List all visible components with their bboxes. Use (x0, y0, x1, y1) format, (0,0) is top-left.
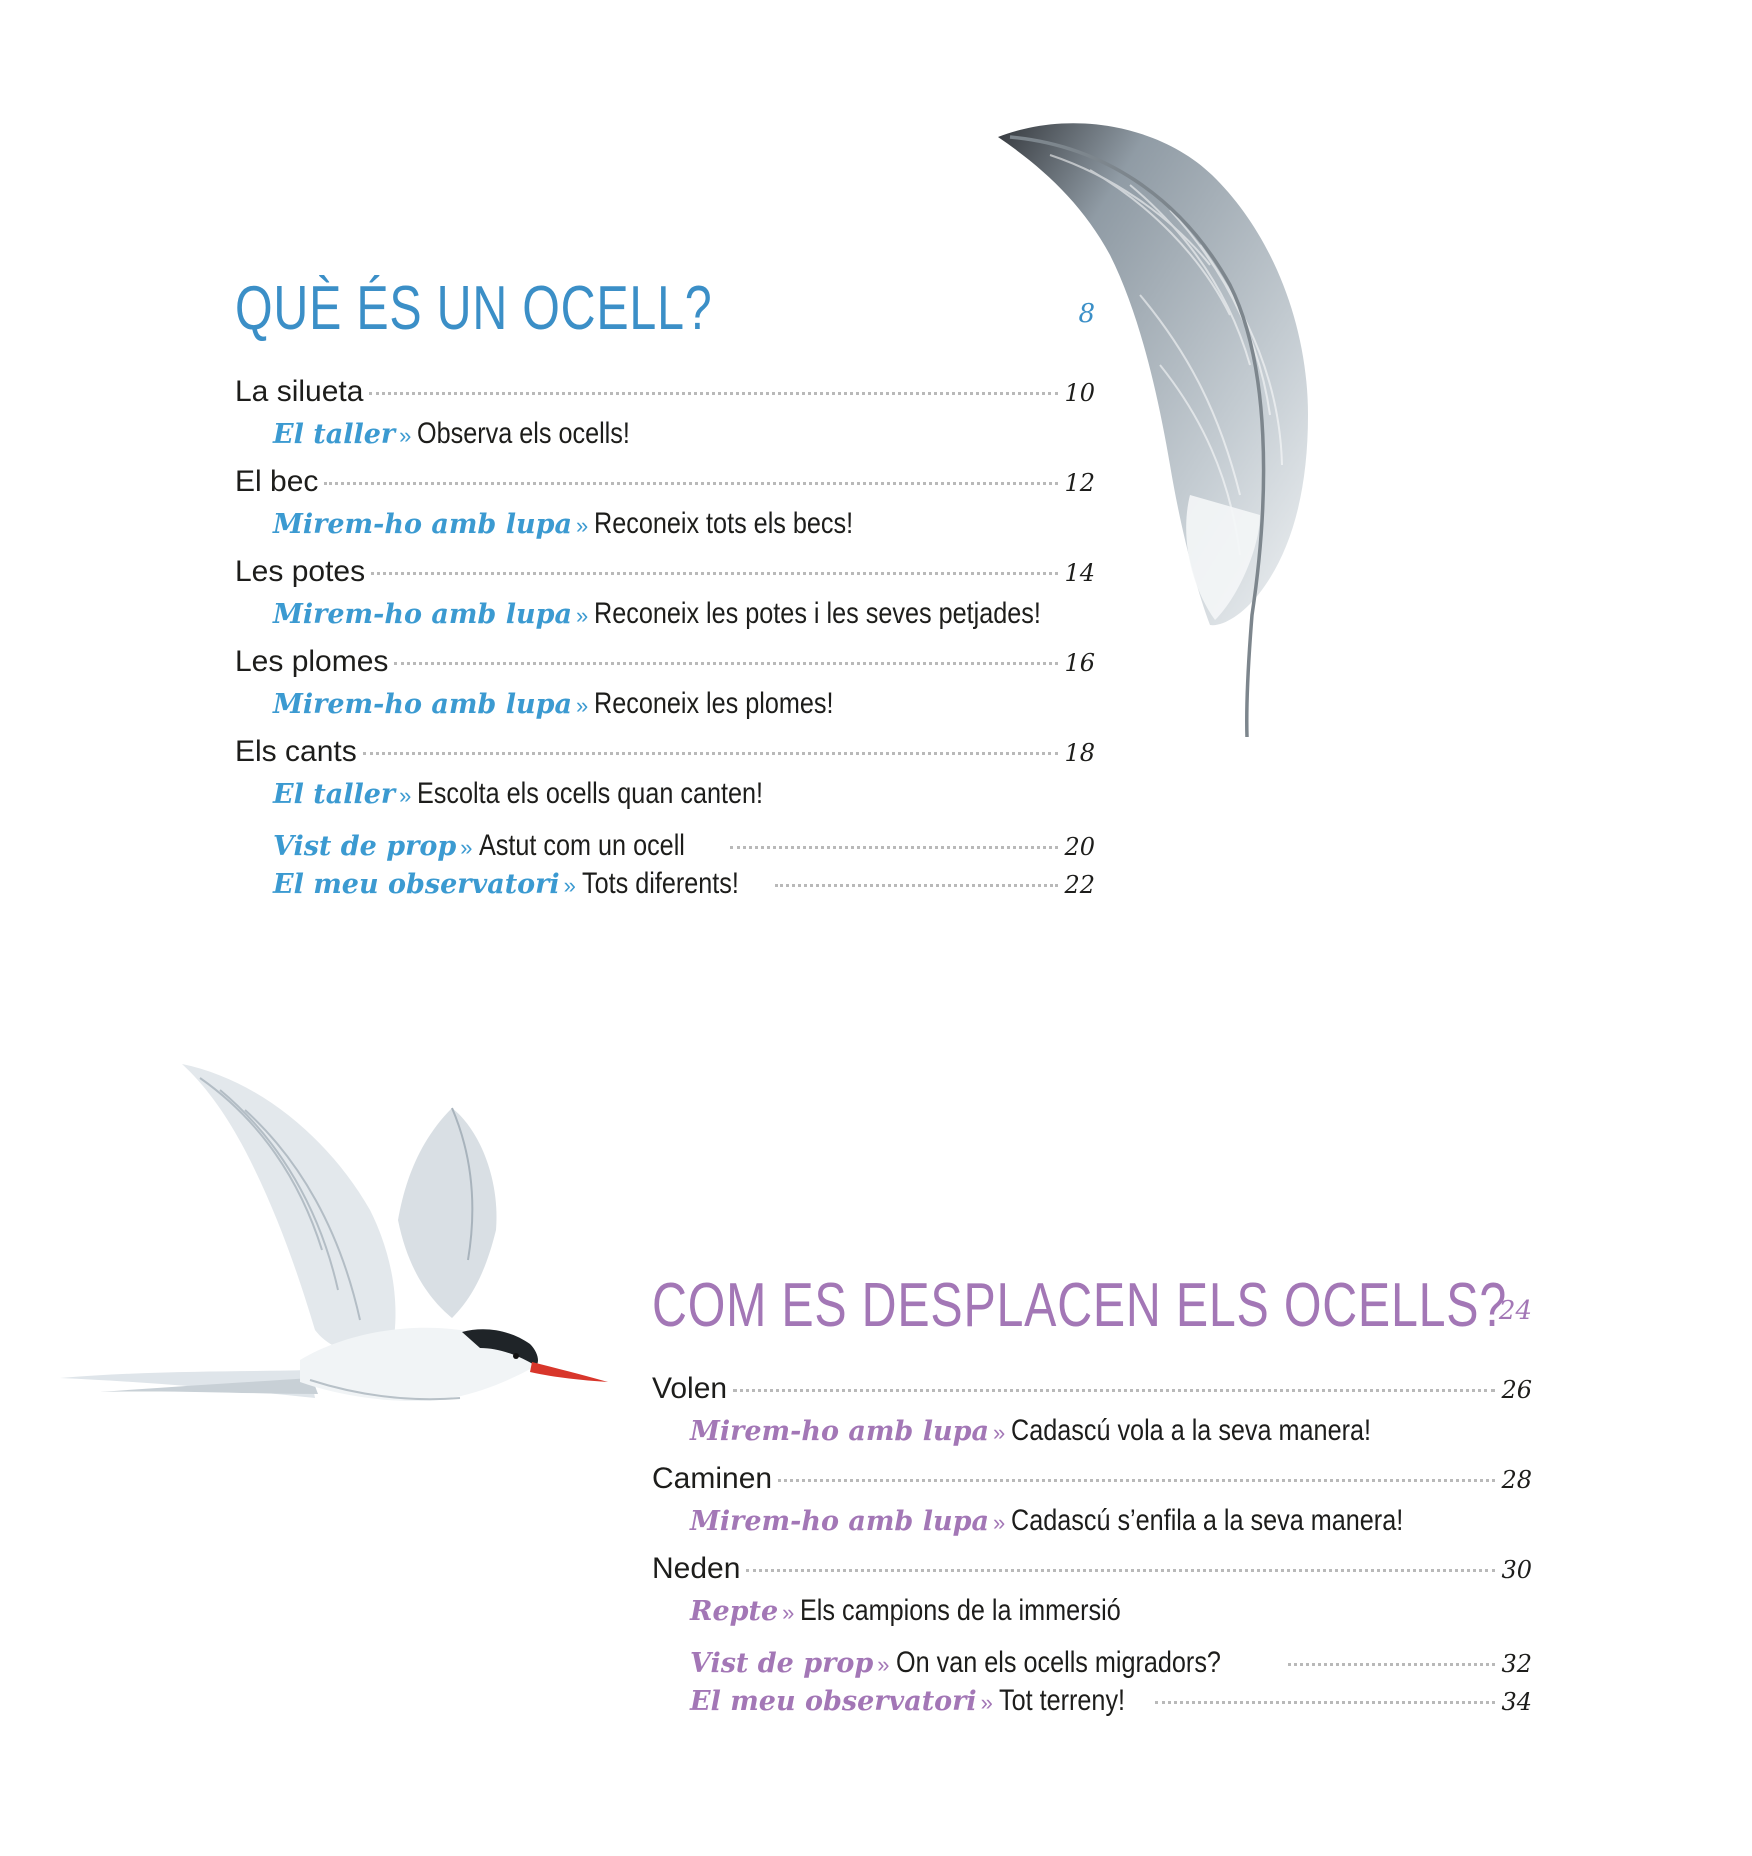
subentry-kind: Mirem-ho amb lupa (273, 599, 572, 630)
extra-page: 32 (1501, 1650, 1532, 1678)
toc-entry[interactable] (235, 555, 1095, 631)
extras-group (235, 829, 1095, 901)
dot-leader (775, 884, 1059, 887)
toc-section-1 (235, 265, 1095, 901)
toc-subentry[interactable] (235, 507, 1095, 541)
extra-kind: El meu observatori (273, 869, 560, 900)
subentry-text: Reconeix les potes i les seves petjades! (594, 597, 1042, 630)
double-chevron-icon: » (575, 513, 589, 538)
dot-leader (733, 1389, 1495, 1392)
subentry-kind: Mirem-ho amb lupa (273, 509, 572, 540)
subentry-kind: El taller (273, 419, 396, 450)
double-chevron-icon: » (399, 783, 412, 808)
extra-text: Astut com un ocell (478, 829, 685, 862)
toc-entry-label: La silueta (235, 375, 364, 408)
toc-entry-page: 10 (1064, 379, 1095, 407)
dot-leader (1155, 1701, 1495, 1704)
subentry-kind: Mirem-ho amb lupa (690, 1506, 989, 1537)
section-2-header (652, 1262, 1532, 1372)
toc-entry[interactable] (235, 735, 1095, 811)
subentry-text: Escolta els ocells quan canten! (417, 777, 764, 810)
extra-kind: El meu observatori (690, 1686, 977, 1717)
double-chevron-icon: » (980, 1690, 993, 1715)
extra-page: 22 (1064, 871, 1095, 899)
subentry-text: Els campions de la immersió (800, 1594, 1122, 1627)
toc-entry-page: 30 (1501, 1556, 1532, 1584)
extra-text: Tot terreny! (998, 1684, 1125, 1717)
subentry-kind: El taller (273, 779, 396, 810)
toc-subentry[interactable] (235, 597, 1095, 631)
toc-subentry[interactable] (235, 687, 1095, 721)
subentry-text: Reconeix les plomes! (594, 687, 834, 720)
dot-leader (778, 1479, 1495, 1482)
toc-entry-label: Caminen (652, 1462, 773, 1495)
toc-entry-page: 14 (1064, 559, 1095, 587)
double-chevron-icon: » (992, 1420, 1006, 1445)
double-chevron-icon: » (399, 423, 412, 448)
subentry-kind: Mirem-ho amb lupa (273, 689, 572, 720)
toc-entry-label: Les plomes (235, 645, 389, 678)
double-chevron-icon: » (563, 873, 576, 898)
toc-entry-label: Volen (652, 1372, 728, 1405)
toc-subentry[interactable] (652, 1594, 1532, 1628)
subentry-kind: Repte (690, 1596, 779, 1627)
toc-extra-entry[interactable] (652, 1684, 1532, 1718)
dot-leader (363, 752, 1059, 755)
toc-entry-label: Els cants (235, 735, 357, 768)
double-chevron-icon: » (575, 693, 589, 718)
toc-entry[interactable] (235, 375, 1095, 451)
toc-subentry[interactable] (235, 777, 1095, 811)
toc-entry[interactable] (235, 645, 1095, 721)
subentry-text: Observa els ocells! (417, 417, 631, 450)
section-2-page-number: 24 (1498, 1296, 1532, 1326)
toc-entry-label: Neden (652, 1552, 741, 1585)
dot-leader (371, 572, 1058, 575)
toc-entry-page: 26 (1501, 1376, 1532, 1404)
toc-entry[interactable] (235, 465, 1095, 541)
toc-subentry[interactable] (652, 1504, 1532, 1538)
double-chevron-icon: » (782, 1600, 795, 1625)
toc-entry-label: Les potes (235, 555, 366, 588)
extra-page: 20 (1064, 833, 1095, 861)
extra-text: Tots diferents! (581, 867, 739, 900)
toc-entry-page: 16 (1064, 649, 1095, 677)
extra-kind: Vist de prop (273, 831, 457, 862)
subentry-text: Cadascú vola a la seva manera! (1011, 1414, 1372, 1447)
double-chevron-icon: » (877, 1652, 890, 1677)
toc-entry-page: 12 (1064, 469, 1095, 497)
dot-leader (746, 1569, 1495, 1572)
extra-page: 34 (1501, 1688, 1532, 1716)
toc-entry-page: 28 (1501, 1466, 1532, 1494)
subentry-text: Reconeix tots els becs! (594, 507, 854, 540)
toc-extra-entry[interactable] (235, 829, 1095, 863)
toc-entry[interactable] (652, 1372, 1532, 1448)
double-chevron-icon: » (992, 1510, 1006, 1535)
tern-bird-illustration (60, 1060, 620, 1480)
double-chevron-icon: » (460, 835, 473, 860)
extra-kind: Vist de prop (690, 1648, 874, 1679)
dot-leader (730, 846, 1059, 849)
toc-entry-page: 18 (1064, 739, 1095, 767)
toc-entry[interactable] (652, 1552, 1532, 1628)
toc-entry[interactable] (652, 1462, 1532, 1538)
toc-extra-entry[interactable] (235, 867, 1095, 901)
section-1-header (235, 265, 1095, 375)
toc-section-2 (652, 1262, 1532, 1718)
section-2-title: COM ES DESPLACEN ELS OCELLS? (652, 1271, 1508, 1340)
toc-subentry[interactable] (652, 1414, 1532, 1448)
dot-leader (394, 662, 1058, 665)
dot-leader (324, 482, 1058, 485)
toc-subentry[interactable] (235, 417, 1095, 451)
section-1-title: QUÈ ÉS UN OCELL? (235, 274, 713, 343)
double-chevron-icon: » (575, 603, 589, 628)
extras-group (652, 1646, 1532, 1718)
dot-leader (369, 392, 1058, 395)
dot-leader (1288, 1663, 1495, 1666)
extra-text: On van els ocells migradors? (895, 1646, 1221, 1679)
subentry-text: Cadascú s’enfila a la seva manera! (1011, 1504, 1404, 1537)
subentry-kind: Mirem-ho amb lupa (690, 1416, 989, 1447)
toc-extra-entry[interactable] (652, 1646, 1532, 1680)
section-1-page-number: 8 (1078, 299, 1095, 329)
toc-entry-label: El bec (235, 465, 319, 498)
